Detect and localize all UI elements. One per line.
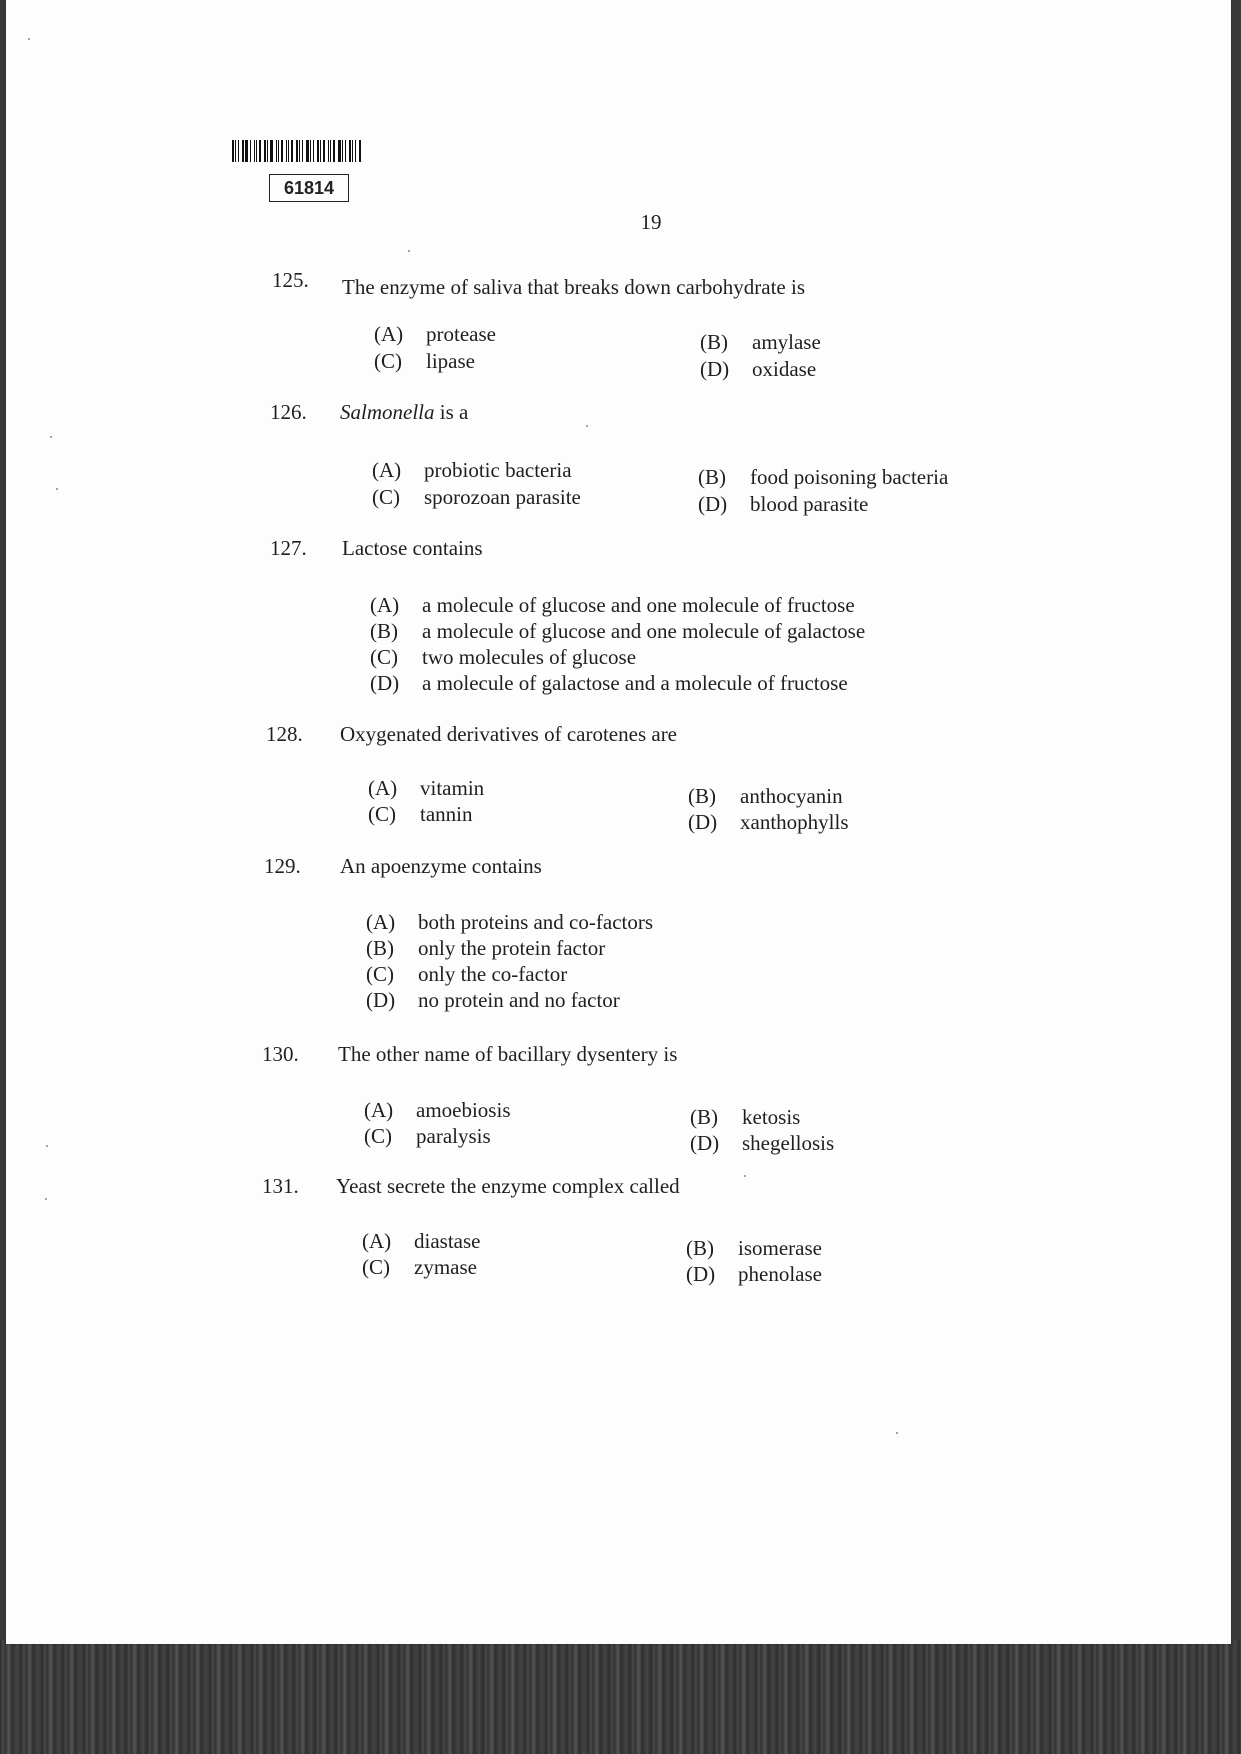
barcode-stripe — [330, 140, 331, 162]
page-number: 19 — [640, 210, 662, 234]
option-d[interactable]: (D) no protein and no factor — [366, 988, 620, 1012]
option-b[interactable]: (B) isomerase — [686, 1236, 822, 1260]
option-a[interactable]: (A) diastase — [362, 1229, 481, 1253]
scan-speck — [586, 425, 588, 427]
barcode-stripe — [288, 140, 289, 162]
question-number: 131. — [262, 1174, 299, 1198]
option-c[interactable]: (C) tannin — [368, 802, 473, 826]
question-number: 126. — [270, 400, 307, 424]
question-number: 130. — [262, 1042, 299, 1066]
barcode-stripe — [320, 140, 321, 162]
question-number: 128. — [266, 722, 303, 746]
option-a[interactable]: (A) amoebiosis — [364, 1098, 511, 1122]
barcode-stripe — [254, 140, 255, 162]
scan-speck — [744, 1175, 746, 1177]
barcode-stripe — [299, 140, 300, 162]
option-d[interactable]: (D) xanthophylls — [688, 810, 849, 834]
option-c[interactable]: (C) lipase — [374, 349, 475, 373]
scan-speck — [408, 250, 410, 252]
barcode-stripe — [352, 140, 353, 162]
option-b[interactable]: (B) anthocyanin — [688, 784, 843, 808]
option-b[interactable]: (B) amylase — [700, 330, 821, 354]
scan-speck — [56, 488, 58, 490]
option-d[interactable]: (D) a molecule of galactose and a molecule of fructose — [370, 671, 848, 695]
paper-code: 61814 — [269, 174, 349, 202]
barcode-stripe — [270, 140, 273, 162]
option-a[interactable]: (A) protease — [374, 322, 496, 346]
question-text: Oxygenated derivatives of carotenes are — [340, 722, 678, 746]
option-c[interactable]: (C) zymase — [362, 1255, 477, 1279]
barcode-stripe — [338, 140, 341, 162]
question-text: Lactose contains — [342, 536, 483, 560]
barcode — [232, 140, 364, 162]
barcode-stripe — [264, 140, 266, 162]
barcode-stripe — [302, 140, 303, 162]
barcode-stripe — [359, 140, 361, 162]
organism-name: Salmonella — [340, 400, 435, 424]
exam-page — [6, 0, 1231, 1644]
barcode-stripe — [313, 140, 314, 162]
barcode-stripe — [306, 140, 309, 162]
option-a[interactable]: (A) vitamin — [368, 776, 485, 800]
option-b[interactable]: (B) only the protein factor — [366, 936, 606, 960]
barcode-stripe — [323, 140, 325, 162]
question-number: 129. — [264, 854, 301, 878]
scan-speck — [46, 1145, 48, 1147]
barcode-stripe — [328, 140, 329, 162]
barcode-stripe — [232, 140, 234, 162]
barcode-stripe — [333, 140, 335, 162]
barcode-stripe — [345, 140, 346, 162]
barcode-stripe — [250, 140, 251, 162]
question-text: The other name of bacillary dysentery is — [338, 1042, 678, 1066]
barcode-stripe — [291, 140, 293, 162]
option-c[interactable]: (C) sporozoan parasite — [372, 485, 581, 509]
barcode-stripe — [278, 140, 279, 162]
barcode-stripe — [267, 140, 268, 162]
option-d[interactable]: (D) phenolase — [686, 1262, 822, 1286]
barcode-stripe — [242, 140, 244, 162]
option-d[interactable]: (D) oxidase — [700, 357, 817, 381]
option-c[interactable]: (C) paralysis — [364, 1124, 491, 1148]
option-b[interactable]: (B) a molecule of glucose and one molecule of galactose — [370, 619, 866, 643]
barcode-stripe — [281, 140, 283, 162]
barcode-stripe — [355, 140, 356, 162]
barcode-stripe — [238, 140, 239, 162]
option-b[interactable]: (B) food poisoning bacteria — [698, 465, 949, 489]
question-text: An apoenzyme contains — [340, 854, 542, 878]
option-d[interactable]: (D) blood parasite — [698, 492, 869, 516]
option-a[interactable]: (A) a molecule of glucose and one molecule of fructose — [370, 593, 855, 617]
question-text: The enzyme of saliva that breaks down carbohydrate is — [342, 275, 805, 299]
scanner-background — [0, 1640, 1241, 1754]
barcode-stripe — [256, 140, 257, 162]
option-a[interactable]: (A) both proteins and co-factors — [366, 910, 654, 934]
option-c[interactable]: (C) only the co-factor — [366, 962, 568, 986]
option-b[interactable]: (B) ketosis — [690, 1105, 801, 1129]
option-a[interactable]: (A) probiotic bacteria — [372, 458, 572, 482]
scan-speck — [896, 1432, 898, 1434]
scan-speck — [50, 436, 52, 438]
barcode-stripe — [276, 140, 277, 162]
barcode-stripe — [317, 140, 319, 162]
scan-speck — [45, 1198, 47, 1200]
question-text: Yeast secrete the enzyme complex called — [336, 1174, 680, 1198]
question-number: 127. — [270, 536, 307, 560]
barcode-stripe — [245, 140, 248, 162]
barcode-stripe — [235, 140, 236, 162]
barcode-stripe — [259, 140, 261, 162]
option-d[interactable]: (D) shegellosis — [690, 1131, 835, 1155]
barcode-stripe — [349, 140, 351, 162]
scan-speck — [28, 38, 30, 40]
barcode-stripe — [310, 140, 311, 162]
barcode-stripe — [296, 140, 298, 162]
barcode-stripe — [342, 140, 343, 162]
question-text: Salmonella is a — [340, 400, 469, 424]
barcode-stripe — [286, 140, 287, 162]
question-number: 125. — [272, 268, 309, 292]
option-c[interactable]: (C) two molecules of glucose — [370, 645, 637, 669]
